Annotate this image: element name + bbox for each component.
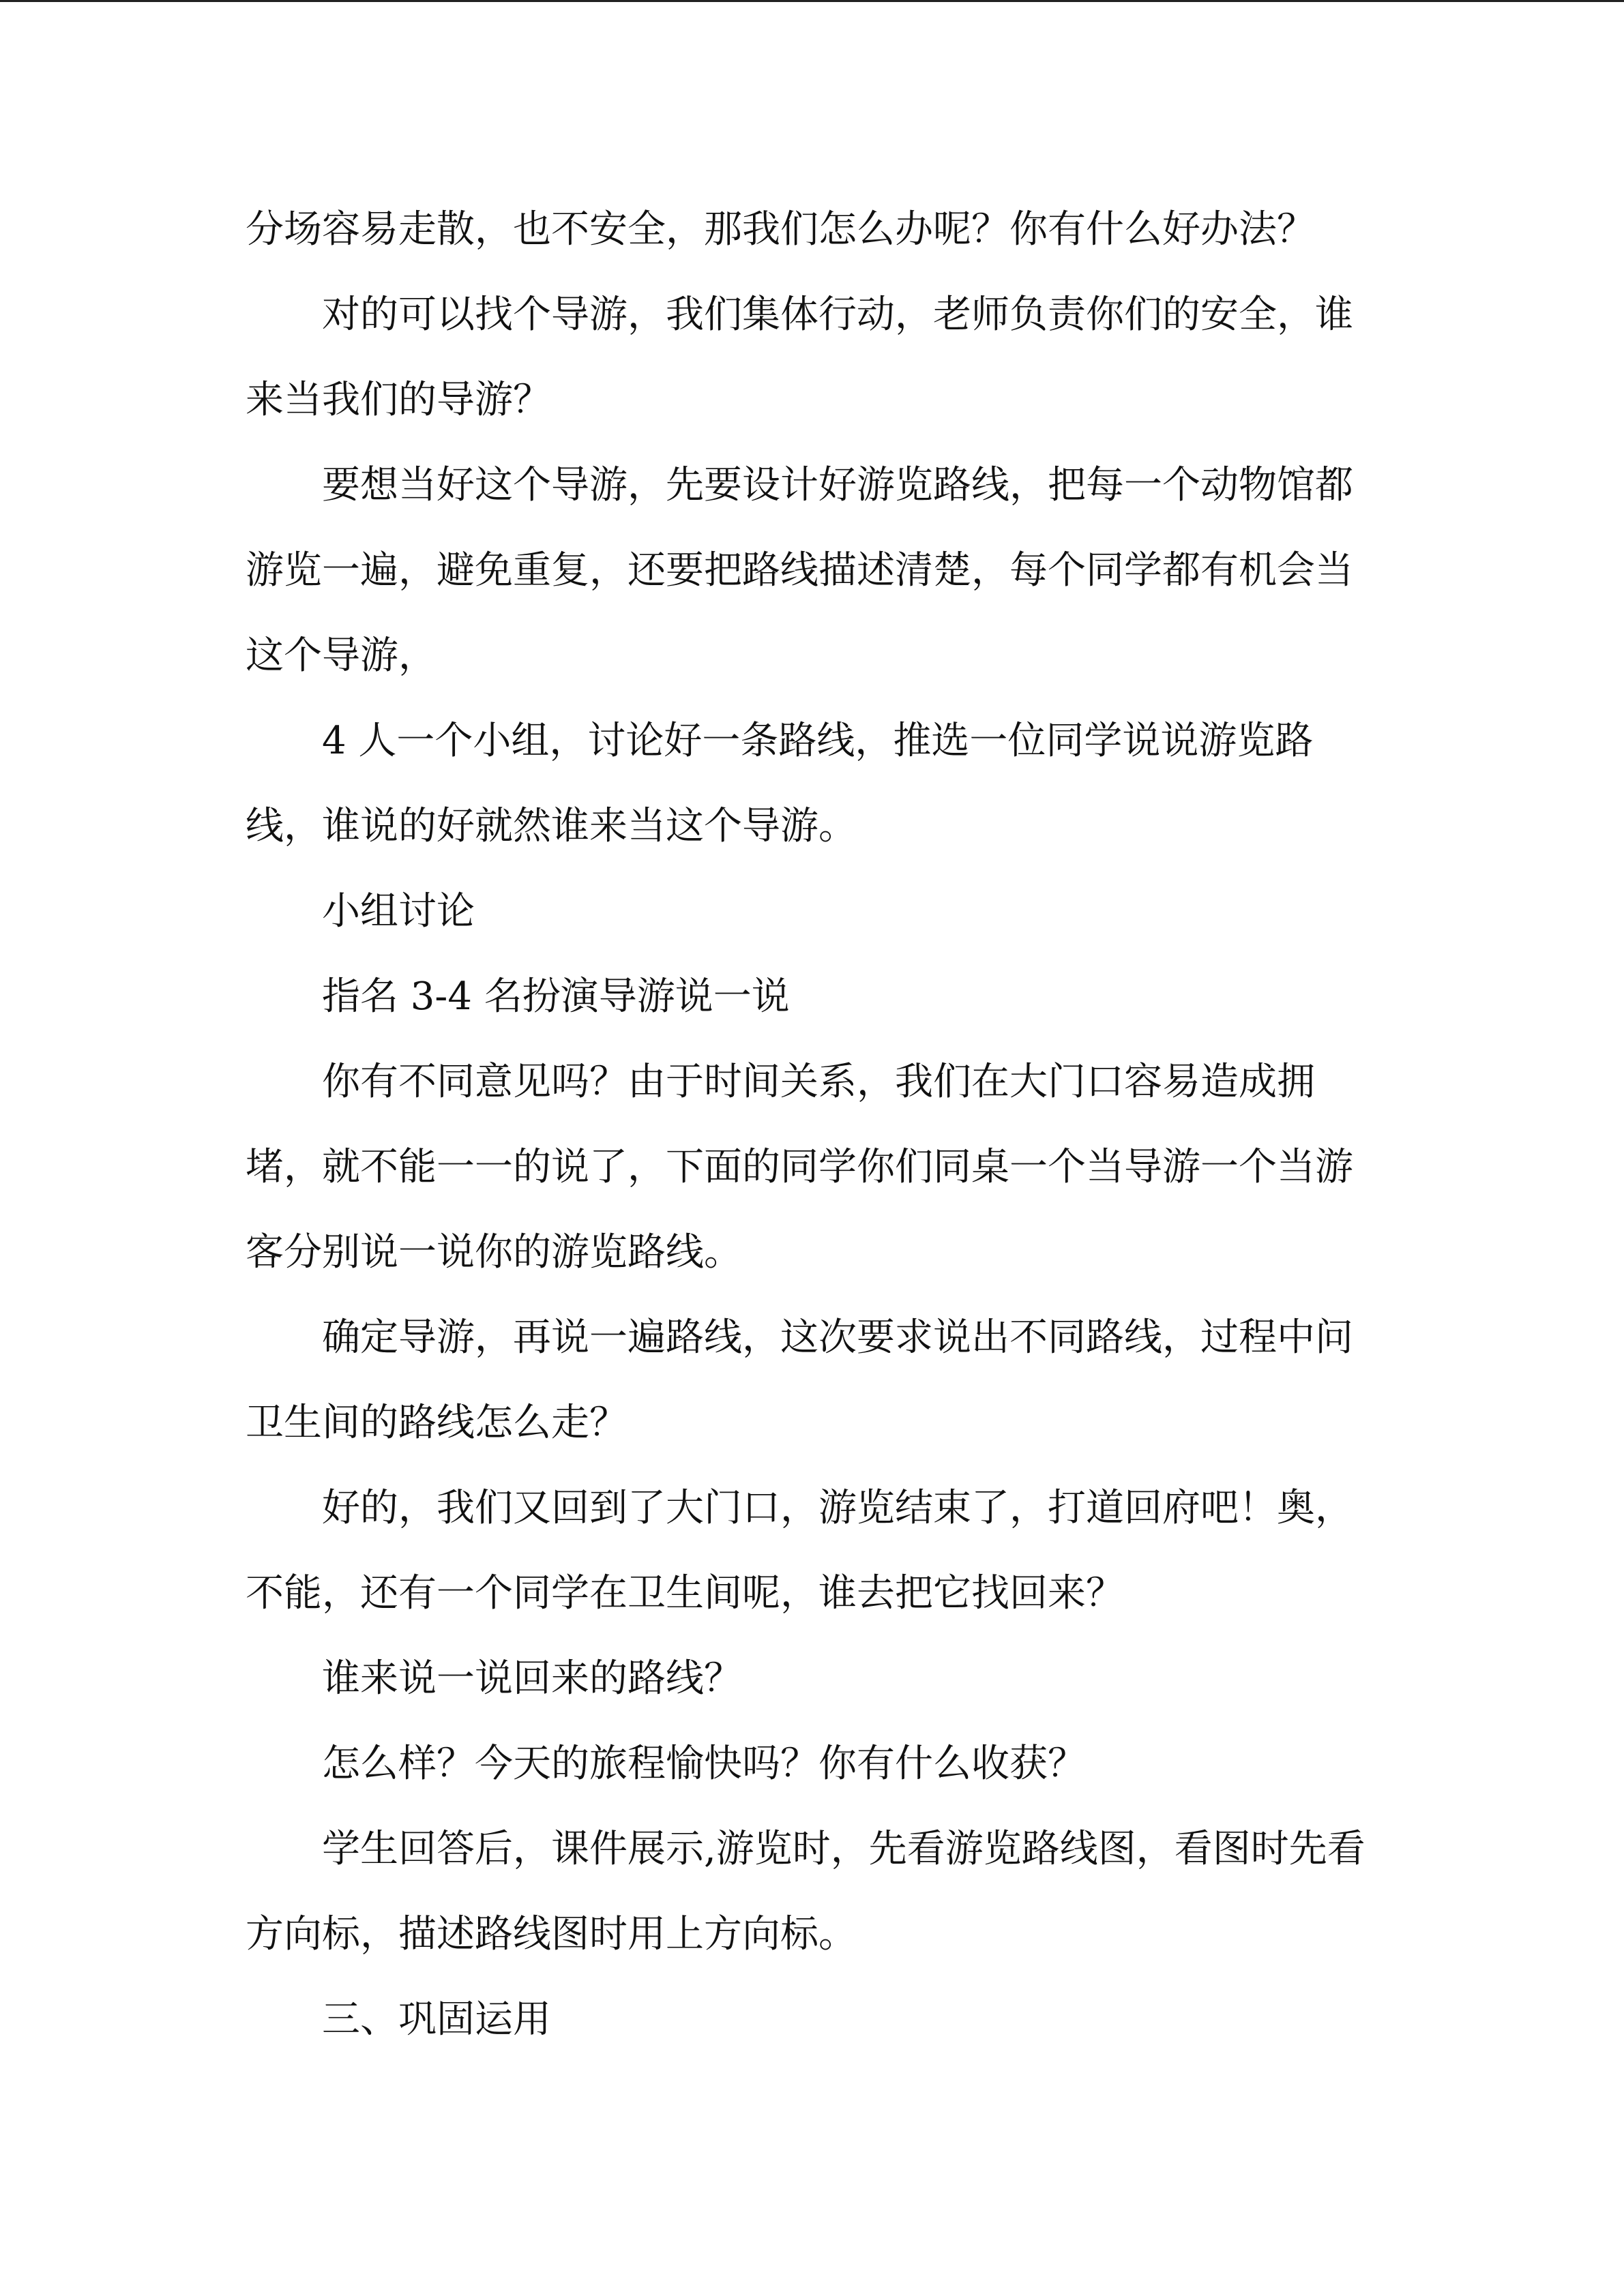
text-line: 小组讨论 [322,889,475,934]
text-line: 游览一遍，避免重复，还要把路线描述清楚，每个同学都有机会当 [246,548,1353,593]
text-line: 指名 3-4 名扮演导游说一说 [322,974,790,1019]
text-line: 线，谁说的好就然谁来当这个导游。 [246,804,857,848]
text-line: 你有不同意见吗？由于时间关系，我们在大门口容易造成拥 [322,1060,1315,1104]
text-line: 不能，还有一个同学在卫生间呢，谁去把它找回来？ [246,1571,1124,1615]
text-line: 4 人一个小组，讨论好一条路线，推选一位同学说说游览路 [322,719,1314,763]
text-line: 卫生间的路线怎么走？ [246,1401,628,1445]
text-line: 怎么样？今天的旅程愉快吗？你有什么收获？ [322,1742,1086,1786]
text-line: 对的可以找个导游，我们集体行动，老师负责你们的安全，谁 [322,293,1353,337]
text-line: 堵，就不能一一的说了，下面的同学你们同桌一个当导游一个当游 [246,1145,1353,1189]
text-line: 这个导游， [246,633,437,678]
text-line: 客分别说一说你的游览路线。 [246,1230,742,1274]
text-line: 学生回答后，课件展示,游览时，先看游览路线图，看图时先看 [322,1827,1365,1871]
text-line: 谁来说一说回来的路线？ [322,1656,742,1701]
text-line: 来当我们的导游？ [246,378,551,422]
page-top-border [0,0,1624,2]
text-line: 方向标，描述路线图时用上方向标。 [246,1912,857,1956]
text-line: 好的，我们又回到了大门口，游览结束了，打道回府吧！奥， [322,1486,1353,1530]
text-line: 分场容易走散，也不安全，那我们怎么办呢？你有什么好办法？ [246,207,1315,252]
text-line: 要想当好这个导游，先要设计好游览路线，把每一个动物馆都 [322,463,1353,507]
section-heading: 三、巩固运用 [322,1997,551,2042]
text-line: 确定导游，再说一遍路线，这次要求说出不同路线，过程中问 [322,1315,1353,1360]
